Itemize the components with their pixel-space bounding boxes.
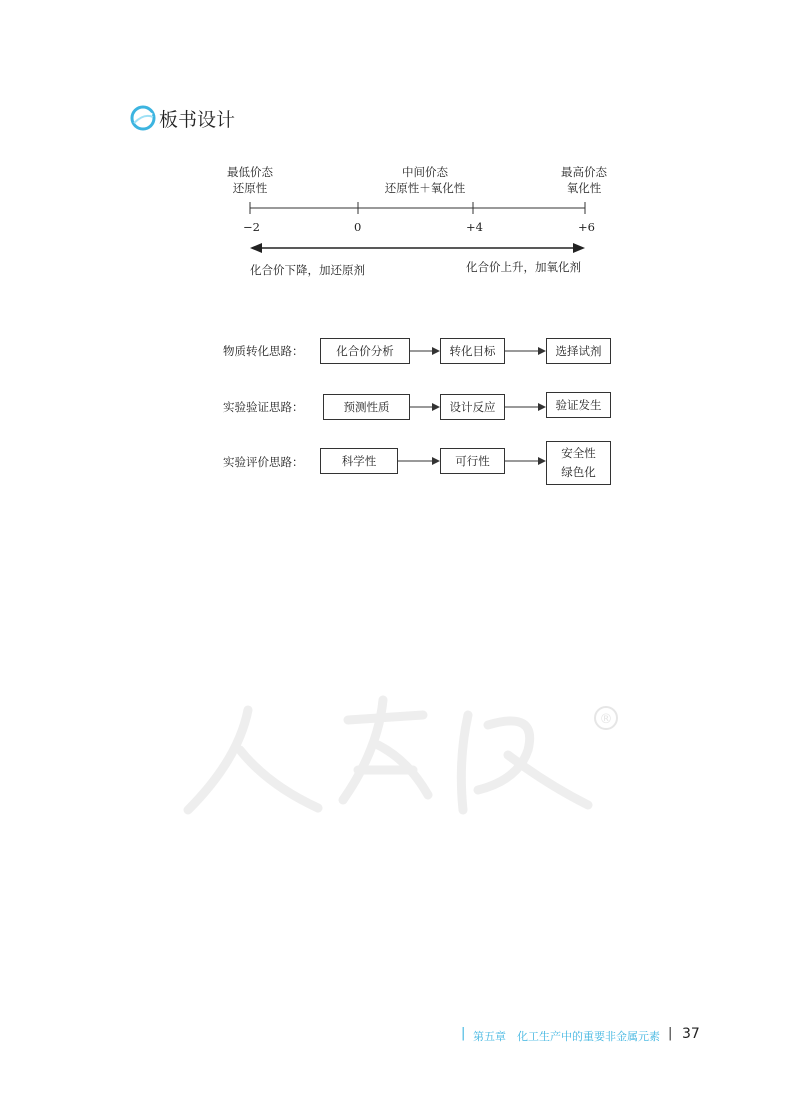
publisher-watermark [178, 690, 628, 830]
footer-chapter-title: 第五章 化工生产中的重要非金属元素 [473, 1030, 660, 1043]
tick-label: +4 [466, 220, 483, 234]
flow-step-box: 化合价分析 [320, 338, 410, 364]
flow-step-line: 绿色化 [561, 465, 596, 479]
section-title: 板书设计 [159, 109, 236, 131]
footer-divider-right: | [668, 1026, 673, 1041]
flow-label-material: 物质转化思路： [223, 344, 304, 358]
flow-step-box: 验证发生 [546, 392, 611, 418]
flow-step-box: 科学性 [320, 448, 398, 474]
flow-step-box: 设计反应 [440, 394, 505, 420]
flow-arrows [0, 0, 800, 520]
oxidation-caption: 化合价上升，加氧化剂 [466, 260, 581, 274]
footer-divider-left: | [461, 1026, 466, 1041]
svg-text:®: ® [599, 712, 613, 727]
middle-valence-label: 中间价态 还原性＋氧化性 [384, 165, 466, 195]
flow-label-experiment-verify: 实验验证思路： [223, 400, 304, 414]
flow-step-box: 可行性 [440, 448, 505, 474]
flow-step-line: 安全性 [561, 446, 596, 460]
flow-step-box: 预测性质 [323, 394, 410, 420]
tick-label: −2 [243, 220, 260, 234]
flow-label-experiment-evaluate: 实验评价思路： [223, 455, 304, 469]
reduction-caption: 化合价下降，加还原剂 [250, 263, 365, 277]
tick-label: 0 [354, 220, 362, 234]
highest-valence-label: 最高价态 氧化性 [561, 165, 607, 195]
flow-step-box: 选择试剂 [546, 338, 611, 364]
lowest-valence-label: 最低价态 还原性 [227, 165, 273, 195]
flow-step-box-double [546, 441, 611, 485]
tick-label: +6 [578, 220, 595, 234]
page-number: 37 [682, 1026, 700, 1042]
flow-step-box: 转化目标 [440, 338, 505, 364]
page-footer [461, 1026, 701, 1046]
